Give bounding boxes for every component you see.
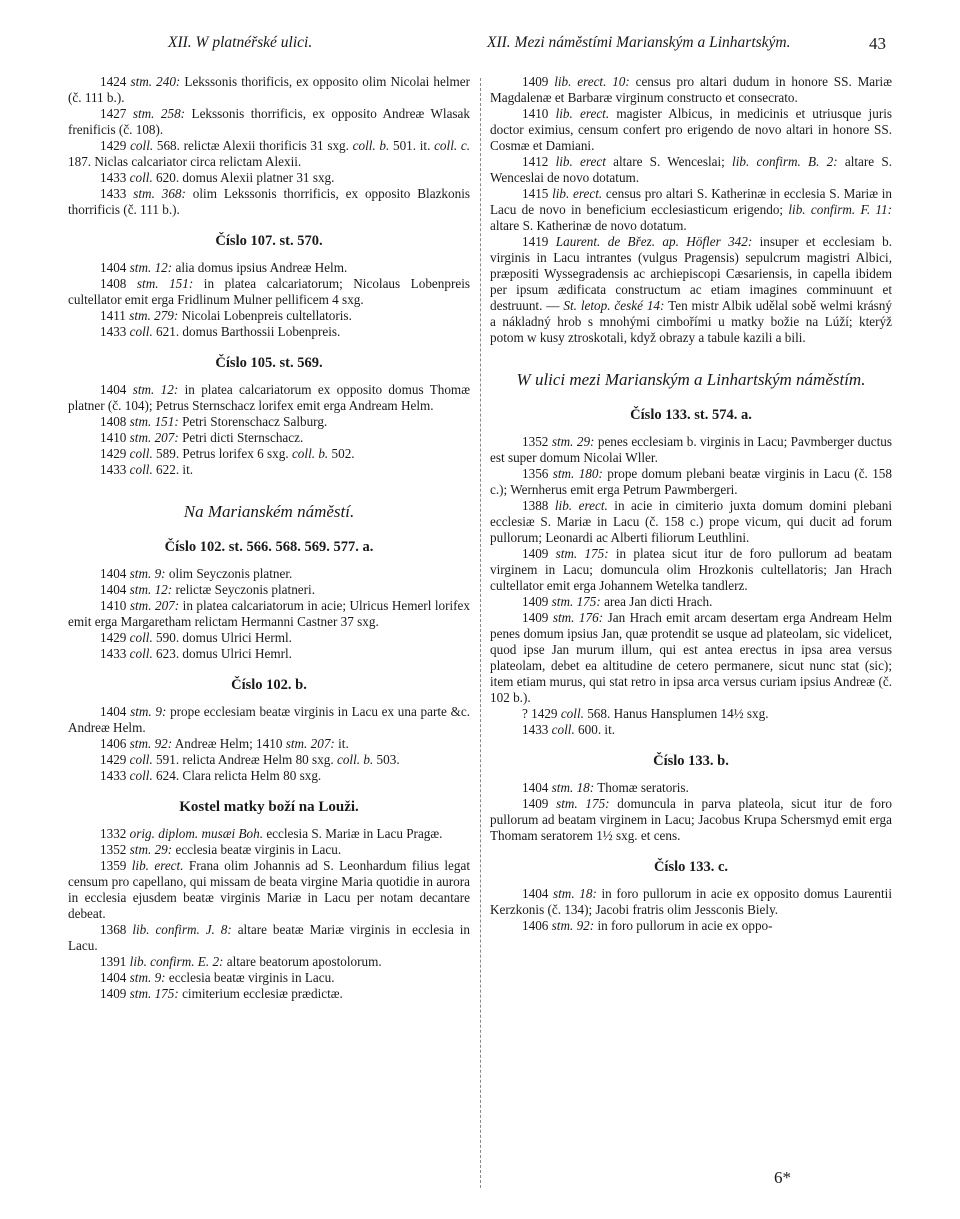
record-entry xyxy=(490,234,892,346)
record-entry xyxy=(490,918,892,934)
source-reference: lib. confirm. F. 11: xyxy=(788,202,892,217)
entry-text: 568. relictæ Alexii thorificis 31 sxg. xyxy=(153,138,353,153)
entry-text: 1404 xyxy=(100,566,130,581)
source-reference: lib. erect. xyxy=(554,498,608,513)
entry-text: 1404 xyxy=(522,780,552,795)
record-entry xyxy=(68,768,470,784)
source-reference: stm. 12: xyxy=(129,260,173,275)
entry-text: 1352 xyxy=(100,842,130,857)
entry-text: 1404 xyxy=(100,970,130,985)
source-reference: stm. 18: xyxy=(553,886,597,901)
running-head-left: XII. W platnéřské ulici. xyxy=(168,34,313,51)
record-entry xyxy=(68,826,470,842)
entry-text: 1406 xyxy=(100,736,130,751)
source-reference: coll. b. xyxy=(291,446,329,461)
entry-text: Petri dicti Sternschacz. xyxy=(178,430,304,445)
entry-text: alia domus ipsius Andreæ Helm. xyxy=(172,260,348,275)
source-reference: coll. c. xyxy=(434,138,470,153)
record-entry xyxy=(68,986,470,1002)
entry-text: 1409 xyxy=(522,546,556,561)
record-entry xyxy=(68,752,470,768)
record-entry xyxy=(490,106,892,154)
entry-text: domuncula in parva plateola, sicut itur de foro pullorum ad beatam virginem in Lacu; Jacobus Krupa Schersmyd emit erga Thomam seratorem 1½ sxg. et cens. xyxy=(490,796,892,843)
house-number-heading: Číslo 102. st. 566. 568. 569. 577. a. xyxy=(164,539,374,555)
record-entry xyxy=(490,434,892,466)
source-reference: St. letop. české 14: xyxy=(563,298,665,313)
entry-text: 1424 xyxy=(100,74,131,89)
entry-text: 1433 xyxy=(100,170,130,185)
record-entry xyxy=(68,582,470,598)
source-reference: lib. erect xyxy=(555,154,606,169)
entry-text: 1404 xyxy=(100,260,130,275)
entry-text: 591. relicta Andreæ Helm 80 sxg. xyxy=(152,752,337,767)
source-reference: stm. 175: xyxy=(551,594,601,609)
record-entry xyxy=(68,970,470,986)
entry-text: in platea calcariatorum in acie; Ulricus Hemerl lorifex emit erga Margaretham relictam Hermanni Castner 37 sxg. xyxy=(68,598,471,629)
entry-text: insuper et ecclesiam b. virginis in Lacu intrantes (vulgus Pragensis) sepulcrum magistri Albici, præpositi Wyssegradensis ac archiepiscopi Cæsariensis, in capella ibidem per ipsum ædificata constructum ac etiam imagines comminuunt et destruunt. — xyxy=(490,234,893,313)
house-number-heading: Číslo 133. c. xyxy=(653,859,729,875)
source-reference: lib. confirm. B. 2: xyxy=(732,154,838,169)
source-reference: stm. 258: xyxy=(132,106,186,121)
entry-text: census pro altari dudum in honore SS. Mariæ Magdalenæ et Barbaræ virginum constructo et consecrato. xyxy=(490,74,893,105)
record-entry xyxy=(68,630,470,646)
record-entry xyxy=(68,106,470,138)
record-entry xyxy=(68,598,470,630)
entry-text: census pro altari S. Katherinæ in ecclesia S. Mariæ in Lacu de novo in beneficium ecclesiasticum erigendo; xyxy=(490,186,892,217)
record-entry xyxy=(490,610,892,706)
entry-text: 623. domus Ulrici Hemrl. xyxy=(152,646,292,661)
source-reference: stm. 29: xyxy=(129,842,173,857)
page-number: 43 xyxy=(869,34,886,53)
record-entry xyxy=(490,780,892,796)
source-reference: coll. xyxy=(130,138,154,153)
entry-text: 1409 xyxy=(522,610,553,625)
entry-text: 1433 xyxy=(100,186,134,201)
house-number-heading: Číslo 107. st. 570. xyxy=(215,233,323,249)
source-reference: stm. 151: xyxy=(129,414,179,429)
source-reference: coll. b. xyxy=(352,138,390,153)
record-entry xyxy=(68,842,470,858)
house-number-heading: Číslo 102. b. xyxy=(231,677,307,693)
entry-text: it. xyxy=(334,736,349,751)
record-entry xyxy=(68,308,470,324)
house-number-heading: Číslo 105. st. 569. xyxy=(215,355,323,371)
record-entry xyxy=(68,382,470,414)
record-entry xyxy=(490,594,892,610)
source-reference: coll. xyxy=(129,752,153,767)
record-entry xyxy=(490,706,892,722)
source-reference: stm. 9: xyxy=(130,704,167,719)
record-entry xyxy=(68,186,470,218)
entry-text: 622. it. xyxy=(152,462,194,477)
entry-text: 501. it. xyxy=(389,138,435,153)
entry-text: 503. xyxy=(373,752,400,767)
entry-text: ecclesia beatæ virginis in Lacu. xyxy=(172,842,342,857)
source-reference: stm. 368: xyxy=(133,186,186,201)
entry-text: 1410 xyxy=(100,598,130,613)
entry-text: 1433 xyxy=(100,768,130,783)
entry-text: 1409 xyxy=(522,796,557,811)
record-entry xyxy=(68,138,470,170)
entry-text: cimiterium ecclesiæ prædictæ. xyxy=(178,986,343,1001)
source-reference: coll. b. xyxy=(336,752,374,767)
record-entry xyxy=(68,276,470,308)
entry-text: 1429 xyxy=(100,752,130,767)
entry-text: 1404 xyxy=(100,582,130,597)
entry-text: 1409 xyxy=(522,74,555,89)
entry-text: 1408 xyxy=(100,414,130,429)
entry-text: 1359 xyxy=(100,858,132,873)
source-reference: coll. xyxy=(129,446,153,461)
source-reference: stm. 12: xyxy=(129,582,173,597)
entry-text: area Jan dicti Hrach. xyxy=(600,594,713,609)
record-entry xyxy=(68,446,470,462)
entry-text: olim Seyczonis platner. xyxy=(165,566,293,581)
entry-text: Andreæ Helm; 1410 xyxy=(172,736,286,751)
entry-text: 1429 xyxy=(100,138,131,153)
printer-signature: 6* xyxy=(774,1168,791,1187)
entry-text: 568. Hanus Hansplumen 14½ sxg. xyxy=(583,706,769,721)
entry-text: 1404 xyxy=(522,886,554,901)
record-entry xyxy=(68,462,470,478)
source-reference: coll. xyxy=(129,630,153,645)
source-reference: stm. 240: xyxy=(130,74,181,89)
source-reference: coll. xyxy=(129,768,153,783)
record-entry xyxy=(490,74,892,106)
entry-text: in acie in cimiterio juxta domum domini plebani ecclesiæ S. Mariæ in Lacu (č. 158 c.) prope vicum, qui ducit ad forum pullorum; Leonardi ac Alberti filiorum Leuthlini. xyxy=(490,498,892,545)
entry-text: in foro pullorum in acie ex oppo- xyxy=(594,918,773,933)
entry-text: 1415 xyxy=(522,186,553,201)
left-column xyxy=(68,74,470,1002)
entry-text: in platea calcariatorum ex opposito domus Thomæ platner (č. 104); Petrus Sternschacz lorifex emit erga Andream Helm. xyxy=(68,382,470,413)
record-entry xyxy=(490,886,892,918)
source-reference: stm. 151: xyxy=(136,276,194,291)
entry-text: 1410 xyxy=(100,430,130,445)
entry-text: ecclesia beatæ virginis in Lacu. xyxy=(165,970,335,985)
source-reference: stm. 9: xyxy=(129,970,166,985)
entry-text: 1409 xyxy=(522,594,552,609)
entry-text: 1368 xyxy=(100,922,133,937)
entry-text: 1429 xyxy=(100,446,130,461)
entry-text: Nicolai Lobenpreis cultellatoris. xyxy=(178,308,352,323)
entry-text: Thomæ seratoris. xyxy=(594,780,689,795)
source-reference: orig. diplom. musæi Boh. xyxy=(129,826,264,841)
record-entry xyxy=(490,796,892,844)
record-entry xyxy=(68,566,470,582)
entry-text: Jan Hrach emit arcam desertam erga Andream Helm penes domum ipsius Jan, quæ protendit se usque ad plateolam, sic videlicet, quod ipse Jan murum illum, qui est antea erectus in ipsa area versus plateolam, debet ea altitudine de cetero permanere, sicut nunc stat (sic); item etiam murus, qui stat retro in ipsa arca versus curiam ipsius Andreæ (č. 102 b.). xyxy=(490,610,892,705)
record-entry xyxy=(68,646,470,662)
source-reference: stm. 207: xyxy=(129,430,179,445)
column-divider xyxy=(480,78,481,1188)
source-reference: stm. 207: xyxy=(285,736,335,751)
record-entry xyxy=(68,736,470,752)
house-number-heading: Kostel matky boží na Louži. xyxy=(179,799,359,815)
entry-text: ecclesia S. Mariæ in Lacu Pragæ. xyxy=(263,826,443,841)
entry-text: 1332 xyxy=(100,826,130,841)
entry-text: 1433 xyxy=(100,324,130,339)
source-reference: stm. 18: xyxy=(551,780,595,795)
entry-text: 1356 xyxy=(522,466,553,481)
source-reference: stm. 29: xyxy=(551,434,595,449)
entry-text: 1404 xyxy=(100,704,131,719)
right-column xyxy=(490,74,892,934)
source-reference: lib. erect. xyxy=(552,186,603,201)
entry-text: 1412 xyxy=(522,154,556,169)
entry-text: 1408 xyxy=(100,276,137,291)
section-title: W ulici mezi Marianským a Linhartským náměstím. xyxy=(516,370,866,389)
source-reference: lib. erect. xyxy=(131,858,184,873)
entry-text: 1409 xyxy=(100,986,130,1001)
entry-text: 620. domus Alexii platner 31 sxg. xyxy=(152,170,335,185)
record-entry xyxy=(68,704,470,736)
entry-text: 1427 xyxy=(100,106,133,121)
entry-text: 1433 xyxy=(522,722,552,737)
source-reference: coll. xyxy=(560,706,584,721)
source-reference: stm. 92: xyxy=(551,918,595,933)
source-reference: stm. 175: xyxy=(129,986,179,1001)
source-reference: stm. 175: xyxy=(556,796,610,811)
entry-text: in platea calcariatorum; Nicolaus Lobenpreis cultellator emit erga Fridlinum Mulner pellificem 4 sxg. xyxy=(68,276,471,307)
entry-text: 1411 xyxy=(100,308,130,323)
entry-text: 1419 xyxy=(522,234,556,249)
record-entry xyxy=(490,498,892,546)
entry-text: 1352 xyxy=(522,434,552,449)
entry-text: Lekssonis thorificis, ex opposito olim Nicolai helmer (č. 111 b.). xyxy=(68,74,470,105)
record-entry xyxy=(68,430,470,446)
entry-text: altare S. Wenceslai; xyxy=(605,154,733,169)
record-entry xyxy=(68,324,470,340)
entry-text: in foro pullorum in acie ex opposito domus Laurentii Kerzkonis (č. 134); Jacobi fratris olim Jessconis Biely. xyxy=(490,886,893,917)
entry-text: magister Albicus, in medicinis et utriusque juris doctor eximius, censum confert pro erigendo de novo altari in honore SS. Cosmæ et Damiani. xyxy=(490,106,893,153)
entry-text: altare S. Katherinæ de novo dotatum. xyxy=(490,218,687,233)
source-reference: coll. xyxy=(129,462,153,477)
running-head-right: XII. Mezi náměstími Marianským a Linhartským. xyxy=(487,34,791,51)
record-entry xyxy=(68,858,470,922)
source-reference: lib. erect. 10: xyxy=(554,74,630,89)
entry-text: prope ecclesiam beatæ virginis in Lacu ex una parte &c. Andreæ Helm. xyxy=(68,704,470,735)
entry-text: 1433 xyxy=(100,462,130,477)
entry-text: ? 1429 xyxy=(522,706,561,721)
source-reference: stm. 175: xyxy=(555,546,609,561)
entry-text: 624. Clara relicta Helm 80 sxg. xyxy=(152,768,322,783)
record-entry xyxy=(490,154,892,186)
source-reference: coll. xyxy=(551,722,575,737)
entry-text: 621. domus Barthossii Lobenpreis. xyxy=(152,324,341,339)
source-reference: Laurent. de Břez. ap. Höfler 342: xyxy=(555,234,753,249)
section-title: Na Marianském náměstí. xyxy=(183,502,355,521)
entry-text: 1410 xyxy=(522,106,556,121)
house-number-heading: Číslo 133. b. xyxy=(653,753,729,769)
entry-text: relictæ Seyczonis platneri. xyxy=(172,582,315,597)
source-reference: coll. xyxy=(129,324,153,339)
entry-text: Ten mistr Albik udělal sobě welmi krásný a nákladný hrob s mnohými cimbořími u matky božie na Lúží; kterýž potom w kusy ztroskotali, když obrazy a tabule kazili a bili. xyxy=(490,298,892,345)
entry-text: 1404 xyxy=(100,382,133,397)
source-reference: stm. 12: xyxy=(132,382,179,397)
entry-text: olim Lekssonis thorrificis, ex opposito Blazkonis thorrificis (č. 111 b.). xyxy=(68,186,470,217)
record-entry xyxy=(490,546,892,594)
record-entry xyxy=(490,722,892,738)
record-entry xyxy=(68,414,470,430)
record-entry xyxy=(490,466,892,498)
entry-text: 187. Niclas calcariator circa relictam Alexii. xyxy=(68,154,302,169)
entry-text: 1406 xyxy=(522,918,552,933)
source-reference: stm. 207: xyxy=(129,598,180,613)
entry-text: 1429 xyxy=(100,630,130,645)
entry-text: 1433 xyxy=(100,646,130,661)
source-reference: coll. xyxy=(129,170,153,185)
entry-text: Frana olim Johannis ad S. Leonhardum filius legat censum pro capellano, qui missam de beata virgine Maria quotidie in aurora in ecclesia ejusdem beatæ virginis Mariæ in Lacu per notam decantare debeat. xyxy=(68,858,470,921)
entry-text: Petri Storenschacz Salburg. xyxy=(178,414,328,429)
source-reference: lib. confirm. J. 8: xyxy=(132,922,232,937)
entry-text: penes ecclesiam b. virginis in Lacu; Pavmberger ductus est super domum Nicolai Wller. xyxy=(490,434,892,465)
entry-text: altare S. Wenceslai de novo dotatum. xyxy=(490,154,892,185)
source-reference: stm. 279: xyxy=(129,308,179,323)
source-reference: stm. 176: xyxy=(552,610,604,625)
entry-text: 502. xyxy=(328,446,355,461)
entry-text: in platea sicut itur de foro pullorum ad beatam virginem in Lacu; domuncula olim Hrozkonis cultellatoris; Jan Hrach cultellator emit erga Johannem Wetelka tandlerz. xyxy=(490,546,892,593)
entry-text: 600. it. xyxy=(574,722,616,737)
record-entry xyxy=(68,74,470,106)
source-reference: lib. erect. xyxy=(555,106,610,121)
record-entry xyxy=(68,260,470,276)
entry-text: altare beatæ Mariæ virginis in ecclesia in Lacu. xyxy=(68,922,470,953)
record-entry xyxy=(490,186,892,234)
entry-text: 1391 xyxy=(100,954,130,969)
entry-text: 590. domus Ulrici Herml. xyxy=(152,630,292,645)
record-entry xyxy=(68,170,470,186)
house-number-heading: Číslo 133. st. 574. a. xyxy=(630,407,752,423)
entry-text: altare beatorum apostolorum. xyxy=(223,954,382,969)
entry-text: 1388 xyxy=(522,498,555,513)
source-reference: lib. confirm. E. 2: xyxy=(129,954,224,969)
record-entry xyxy=(68,922,470,954)
entry-text: 589. Petrus lorifex 6 sxg. xyxy=(152,446,292,461)
entry-text: Lekssonis thorrificis, ex opposito Andreæ Wlasak frenificis (č. 108). xyxy=(68,106,471,137)
source-reference: stm. 180: xyxy=(552,466,603,481)
entry-text: prope domum plebani beatæ virginis in Lacu (č. 158 c.); Wernherus emit erga Petrum Pawmbergeri. xyxy=(490,466,892,497)
source-reference: coll. xyxy=(129,646,153,661)
record-entry xyxy=(68,954,470,970)
source-reference: stm. 92: xyxy=(129,736,173,751)
source-reference: stm. 9: xyxy=(129,566,166,581)
